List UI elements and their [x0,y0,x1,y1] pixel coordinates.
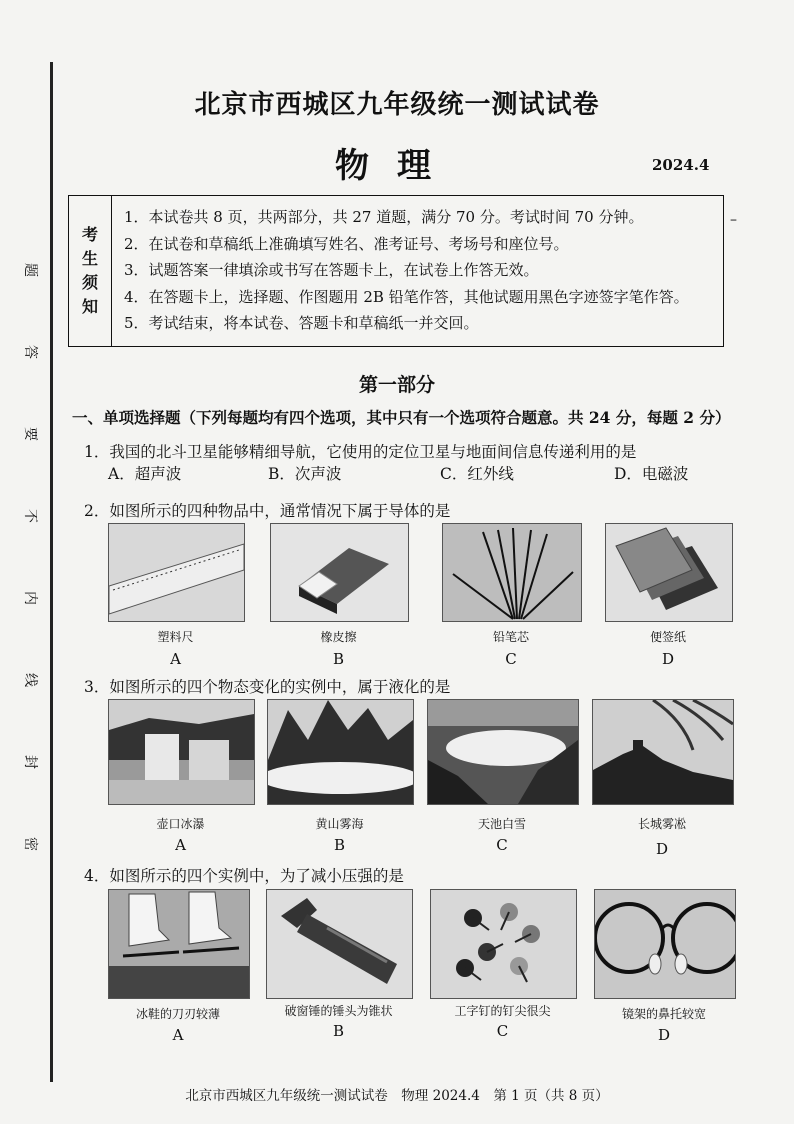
part-title: 第一部分 [358,374,435,396]
binding-char: 要 [22,427,38,441]
safety-hammer-image [266,889,413,999]
push-pins-image [430,889,577,999]
caption-c: 天池白雪 [477,817,526,831]
label-d: D [655,840,669,858]
label-c: C [496,836,508,854]
notice-heading-char: 须 [81,273,98,292]
binding-char: 不 [22,509,38,523]
binding-margin-line [50,62,53,1082]
eraser-image [270,523,409,622]
glasses-nose-pad-image [594,889,736,999]
caption-b: 橡皮擦 [320,630,357,644]
label-a: A [172,1026,184,1044]
caption-b: 破窗锤的锤头为锥状 [284,1004,393,1018]
question-4-text: 4．如图所示的四个实例中，为了减小压强的是 [84,867,404,885]
question-1-text: 1．我国的北斗卫星能够精细导航，它使用的定位卫星与地面间信息传递利用的是 [84,443,637,461]
caption-a: 壶口冰瀑 [156,817,205,831]
binding-char: 线 [22,673,38,687]
label-c: C [496,1022,509,1040]
edge-mark: – [730,212,737,228]
ice-skates-image [108,889,250,999]
caption-a: 塑料尺 [157,630,194,644]
ruler-image [108,523,245,622]
option-d: D．电磁波 [614,465,689,483]
huangshan-cloud-sea-image [267,699,414,805]
exam-date: 2024.4 [652,156,710,174]
notice-items [112,196,689,346]
notice-item: 5．考试结束，将本试卷、答题卡和草稿纸一并交回。 [124,314,479,332]
notice-item: 3．试题答案一律填涂或书写在答题卡上，在试卷上作答无效。 [124,261,539,279]
sticky-notes-image [605,523,733,622]
binding-char: 答 [22,345,38,359]
question-2-text: 2．如图所示的四种物品中，通常情况下属于导体的是 [84,502,451,520]
binding-warning [20,260,42,854]
notice-item: 1．本试卷共 8 页，共两部分，共 27 道题，满分 70 分。考试时间 70 分钟。 [124,208,644,226]
label-d: D [661,650,675,668]
binding-char: 封 [22,755,38,769]
candidate-notice-box [68,195,724,347]
notice-heading-char: 知 [81,297,98,316]
notice-item: 4．在答题卡上，选择题、作图题用 2B 铅笔作答，其他试题用黑色字迹签字笔作答。 [124,287,689,306]
binding-char: 题 [22,263,38,277]
caption-d: 便签纸 [649,630,686,644]
label-a: A [170,650,181,668]
label-b: B [332,650,345,668]
caption-d: 镜架的鼻托较宽 [621,1007,706,1021]
caption-d: 长城雾凇 [637,817,686,831]
option-a: A．超声波 [108,465,182,483]
label-c: C [505,650,517,668]
notice-heading-char: 考 [81,225,98,244]
page-footer: 北京市西城区九年级统一测试试卷 物理 2024.4 第 1 页（共 8 页） [185,1088,609,1104]
caption-b: 黄山雾海 [315,817,364,831]
great-wall-rime-image [592,699,734,805]
subject-title: 物理 [335,146,459,186]
notice-item: 2．在试卷和草稿纸上准确填写姓名、准考证号、考场号和座位号。 [124,234,569,253]
option-c: C．红外线 [440,465,514,483]
option-b: B．次声波 [268,465,342,483]
tianchi-snow-image [427,699,579,805]
caption-c: 工字钉的钉尖很尖 [454,1004,551,1018]
label-b: B [332,1022,345,1040]
binding-char: 内 [22,591,38,605]
exam-title: 北京市西城区九年级统一测试试卷 [194,90,600,120]
label-b: B [333,836,346,854]
question-3-text: 3．如图所示的四个物态变化的实例中，属于液化的是 [84,678,451,696]
binding-char: 密 [22,837,38,851]
pencil-lead-image [442,523,582,622]
caption-a: 冰鞋的刀刃较薄 [135,1007,220,1021]
section-title: 一、单项选择题（下列每题均有四个选项，其中只有一个选项符合题意。共 24 分，每题 2 分） [72,408,731,427]
notice-heading-char: 生 [81,249,98,268]
caption-c: 铅笔芯 [492,630,529,644]
hukou-ice-falls-image [108,699,255,805]
label-d: D [657,1026,671,1044]
label-a: A [175,836,186,854]
notice-heading [69,196,112,346]
